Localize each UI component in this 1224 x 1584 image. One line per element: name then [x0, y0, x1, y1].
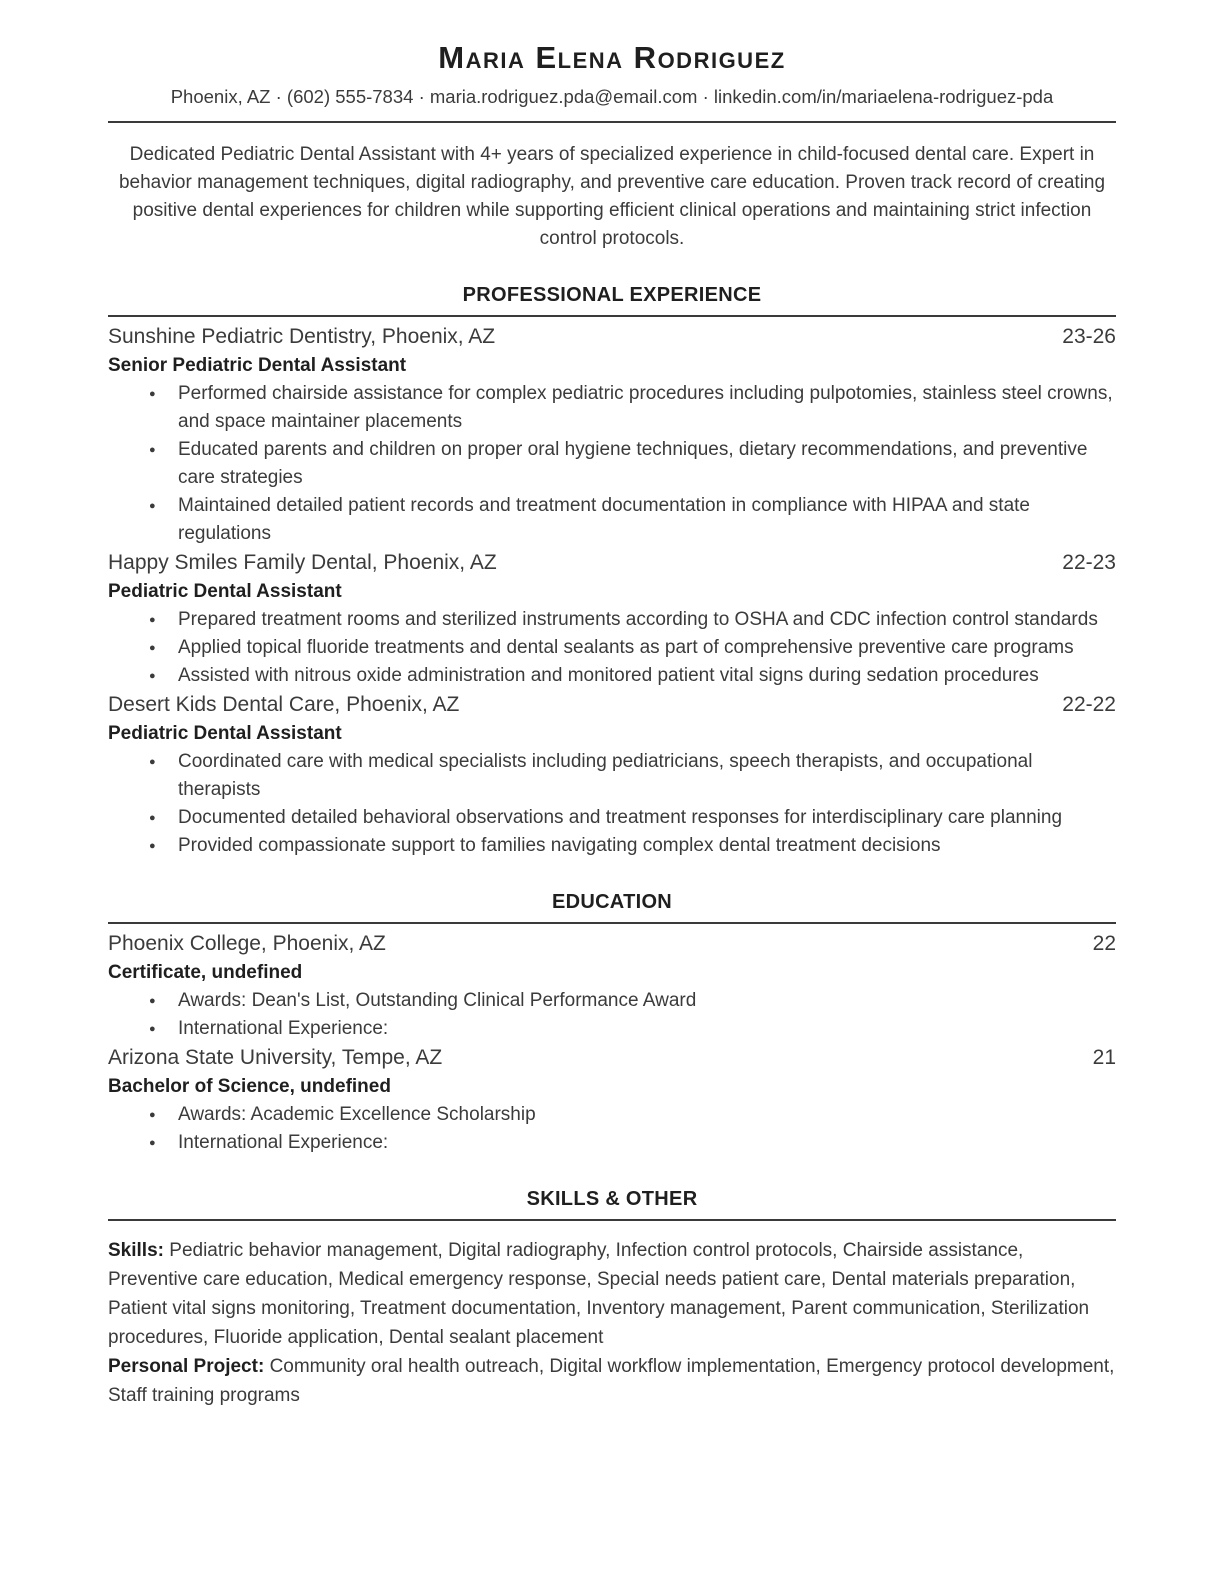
education-section-title: EDUCATION [551, 890, 673, 913]
skills-divider [108, 1219, 1116, 1221]
company-name: Sunshine Pediatric Dentistry, Phoenix, AZ [108, 324, 496, 348]
entry-dates: 23-26 [1062, 324, 1116, 348]
bullet-list [108, 1101, 1116, 1157]
personal-project-text: Community oral health outreach, Digital workflow implementation, Emergency protocol development, Staff training programs [108, 1355, 1115, 1406]
experience-divider [108, 315, 1116, 317]
bullet-item: ● Documented detailed behavioral observations and treatment responses for interdisciplinary care planning [108, 804, 1116, 832]
bullet-item: ● International Experience: [108, 1129, 1116, 1157]
bullet-list [108, 748, 1116, 860]
experience-entry [108, 690, 1116, 860]
experience-entry [108, 322, 1116, 548]
education-entry [108, 929, 1116, 1043]
entry-dates: 21 [1092, 1045, 1116, 1069]
education-divider [108, 922, 1116, 924]
entry-header [108, 322, 1116, 352]
bullet-item: ● Applied topical fluoride treatments and dental sealants as part of comprehensive preventive care programs [108, 634, 1116, 662]
bullet-item: ● Awards: Academic Excellence Scholarship [108, 1101, 1116, 1129]
candidate-name: Maria Elena Rodriguez [438, 40, 786, 75]
experience-entry [108, 548, 1116, 690]
entry-dates: 22 [1092, 931, 1116, 955]
skills-label: Skills: [108, 1239, 164, 1261]
section-education [108, 889, 1116, 1157]
bullet-item: ● Provided compassionate support to families navigating complex dental treatment decisions [108, 832, 1116, 860]
bullet-list [108, 380, 1116, 548]
resume-header [108, 40, 1116, 123]
entry-header [108, 1043, 1116, 1073]
summary-paragraph: Dedicated Pediatric Dental Assistant with 4+ years of specialized experience in child-focused dental care. Expert in behavior management techniques, digital radiography, and preventive care education. Proven track record of creating positive dental experiences for children while supporting efficient clinical operations and maintaining strict infection control protocols. [118, 143, 1106, 249]
job-title: Pediatric Dental Assistant [108, 580, 342, 602]
company-name: Happy Smiles Family Dental, Phoenix, AZ [108, 550, 497, 574]
experience-section-title: PROFESSIONAL EXPERIENCE [462, 283, 762, 306]
skills-section-title: SKILLS & OTHER [526, 1187, 698, 1210]
skills-text: Pediatric behavior management, Digital radiography, Infection control protocols, Chairside assistance, Preventive care education, Medical emergency response, Special needs patient care, Dental materials preparation, Patient vital signs monitoring, Treatment documentation, Inventory management, Parent communication, Sterilization procedures, Fluoride application, Dental sealant placement [108, 1239, 1090, 1348]
education-entry [108, 1043, 1116, 1157]
bullet-list [108, 987, 1116, 1043]
entry-header [108, 548, 1116, 578]
job-title: Senior Pediatric Dental Assistant [108, 354, 407, 376]
contact-line: Phoenix, AZ · (602) 555-7834 · maria.rodriguez.pda@email.com · linkedin.com/in/mariaelena-rodriguez-pda [170, 85, 1054, 107]
entry-header [108, 929, 1116, 959]
degree-title: Certificate, undefined [108, 961, 303, 983]
entry-header [108, 690, 1116, 720]
job-title: Pediatric Dental Assistant [108, 722, 342, 744]
header-divider [108, 121, 1116, 123]
bullet-item: ● Educated parents and children on proper oral hygiene techniques, dietary recommendations, and preventive care strategies [108, 436, 1116, 492]
section-experience [108, 282, 1116, 860]
bullet-item: ● Maintained detailed patient records and treatment documentation in compliance with HIPAA and state regulations [108, 492, 1116, 548]
degree-title: Bachelor of Science, undefined [108, 1075, 391, 1097]
bullet-item: ● International Experience: [108, 1015, 1116, 1043]
entry-dates: 22-22 [1062, 692, 1116, 716]
bullet-item: ● Prepared treatment rooms and sterilized instruments according to OSHA and CDC infection control standards [108, 606, 1116, 634]
bullet-list [108, 606, 1116, 690]
company-name: Desert Kids Dental Care, Phoenix, AZ [108, 692, 460, 716]
bullet-item: ● Awards: Dean's List, Outstanding Clinical Performance Award [108, 987, 1116, 1015]
bullet-item: ● Coordinated care with medical specialists including pediatricians, speech therapists, and occupational therapists [108, 748, 1116, 804]
school-name: Arizona State University, Tempe, AZ [108, 1045, 443, 1069]
bullet-item: ● Performed chairside assistance for complex pediatric procedures including pulpotomies, stainless steel crowns, and space maintainer placements [108, 380, 1116, 436]
section-skills [108, 1186, 1116, 1410]
personal-project-paragraph [108, 1352, 1116, 1410]
skills-paragraph [108, 1236, 1116, 1352]
personal-project-label: Personal Project: [108, 1355, 265, 1377]
entry-dates: 22-23 [1062, 550, 1116, 574]
bullet-item: ● Assisted with nitrous oxide administration and monitored patient vital signs during sedation procedures [108, 662, 1116, 690]
school-name: Phoenix College, Phoenix, AZ [108, 931, 386, 955]
